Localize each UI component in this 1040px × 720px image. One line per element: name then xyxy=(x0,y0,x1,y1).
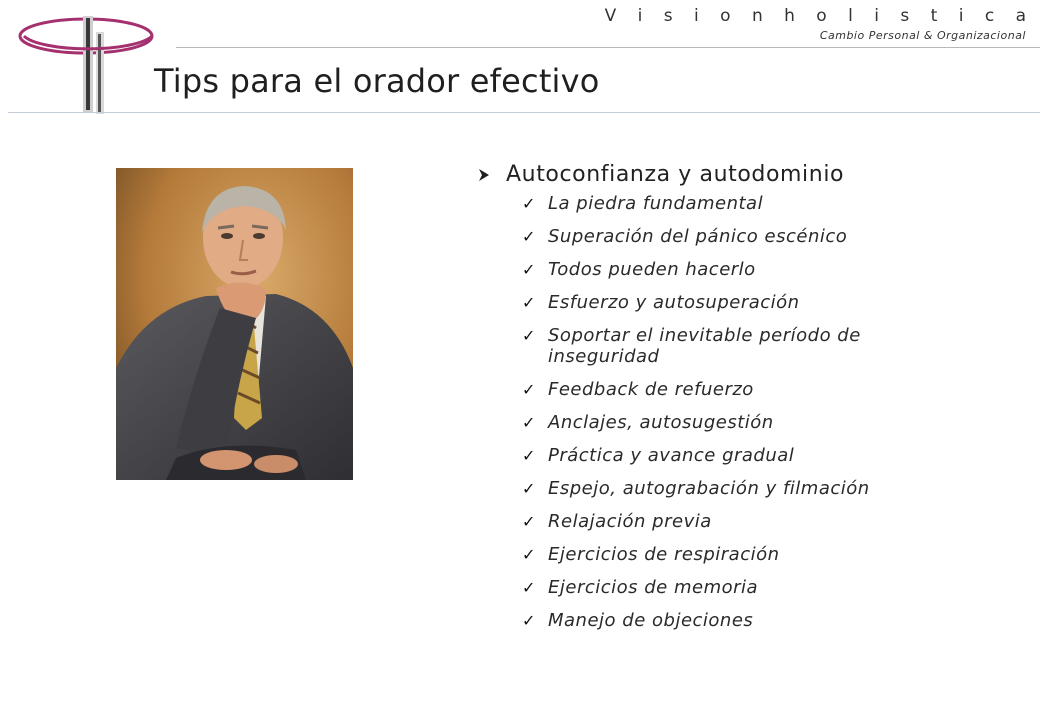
list-item xyxy=(522,577,1018,598)
tips-list xyxy=(478,193,1018,631)
list-item-text: Relajación previa xyxy=(548,511,712,532)
list-item xyxy=(522,379,1018,400)
check-icon: ✓ xyxy=(522,380,536,399)
check-icon: ✓ xyxy=(522,545,536,564)
slide-title: Tips para el orador efectivo xyxy=(154,62,600,100)
list-item-text: Espejo, autograbación y filmación xyxy=(548,478,870,499)
list-item xyxy=(522,511,1018,532)
check-icon: ✓ xyxy=(522,611,536,630)
check-icon: ✓ xyxy=(522,194,536,213)
list-item xyxy=(522,325,1018,367)
list-item-text: Todos pueden hacerlo xyxy=(548,259,756,280)
list-item-text: La piedra fundamental xyxy=(548,193,764,214)
section-heading-text: Autoconfianza y autodominio xyxy=(506,162,845,187)
list-item-text: Soportar el inevitable período de inseguridad xyxy=(548,325,861,367)
list-item-text: Práctica y avance gradual xyxy=(548,445,795,466)
list-item-text: Anclajes, autosugestión xyxy=(548,412,774,433)
check-icon: ✓ xyxy=(522,512,536,531)
list-item xyxy=(522,412,1018,433)
list-item-text: Ejercicios de memoria xyxy=(548,577,759,598)
list-item xyxy=(522,478,1018,499)
check-icon: ✓ xyxy=(522,479,536,498)
list-item xyxy=(522,445,1018,466)
check-icon: ✓ xyxy=(522,578,536,597)
brand-tagline: Cambio Personal & Organizacional xyxy=(819,29,1026,42)
list-item xyxy=(522,610,1018,631)
title-divider xyxy=(8,112,1040,113)
list-item xyxy=(522,193,1018,214)
tips-section xyxy=(478,162,1018,643)
list-item-text: Superación del pánico escénico xyxy=(548,226,848,247)
arrow-bullet-icon xyxy=(478,168,492,182)
brand-name: V i s i o n h o l i s t i c a xyxy=(604,6,1034,26)
list-item xyxy=(522,259,1018,280)
brand-block xyxy=(604,6,1034,42)
check-icon: ✓ xyxy=(522,260,536,279)
check-icon: ✓ xyxy=(522,413,536,432)
header-divider xyxy=(176,47,1040,48)
section-heading xyxy=(478,162,1018,187)
check-icon: ✓ xyxy=(522,227,536,246)
list-item-text: Feedback de refuerzo xyxy=(548,379,754,400)
list-item-text: Esfuerzo y autosuperación xyxy=(548,292,800,313)
check-icon: ✓ xyxy=(522,446,536,465)
list-item xyxy=(522,292,1018,313)
check-icon: ✓ xyxy=(522,326,536,345)
check-icon: ✓ xyxy=(522,293,536,312)
businessman-portrait xyxy=(116,168,353,480)
list-item xyxy=(522,544,1018,565)
list-item xyxy=(522,226,1018,247)
list-item-text: Ejercicios de respiración xyxy=(548,544,780,565)
list-item-text: Manejo de objeciones xyxy=(548,610,754,631)
